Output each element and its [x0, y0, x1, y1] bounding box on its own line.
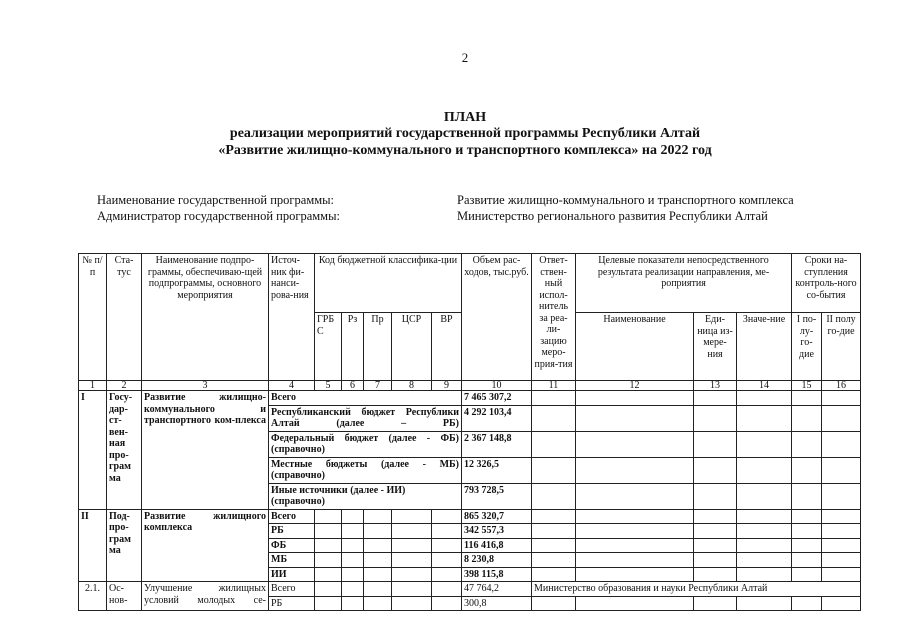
- col-number: 9: [432, 381, 462, 391]
- page-number: 2: [461, 50, 469, 65]
- plan-table: [78, 253, 861, 611]
- row-status: Под-про-грам ма: [107, 509, 142, 582]
- header-row: [79, 254, 861, 313]
- source-cell: РБ: [269, 524, 315, 539]
- header-csr: ЦСР: [392, 313, 432, 381]
- amount-cell: 4 292 103,4: [462, 405, 532, 431]
- col-number: 6: [342, 381, 364, 391]
- amount-cell: 116 416,8: [462, 538, 532, 553]
- program-label: Наименование государственной программы:: [97, 193, 335, 207]
- header-rz: Рз: [342, 313, 364, 381]
- col-number: 8: [392, 381, 432, 391]
- header-unit: Еди-ница из-мере-ния: [694, 313, 737, 381]
- document-title: ПЛАН: [443, 110, 487, 125]
- amount-cell: 865 320,7: [462, 509, 532, 524]
- header-source: Источ-ник фи-нанси-рова-ния: [269, 254, 315, 381]
- row-num: 2.1.: [79, 582, 107, 611]
- amount-cell: 793 728,5: [462, 483, 532, 509]
- header-volume: Объем рас-ходов, тыс.руб.: [462, 254, 532, 381]
- source-cell: Всего: [269, 391, 462, 406]
- col-number: 13: [694, 381, 737, 391]
- header-deadlines: Сроки на-ступления контроль-ного со-бытия: [792, 254, 861, 313]
- source-cell: МБ: [269, 553, 315, 568]
- source-cell: РБ: [269, 596, 315, 611]
- row-num: I: [79, 391, 107, 510]
- header-pr: Пр: [364, 313, 392, 381]
- amount-cell: 2 367 148,8: [462, 431, 532, 457]
- program-value: Развитие жилищно-коммунального и транспортного комплекса: [457, 193, 794, 207]
- amount-cell: 12 326,5: [462, 457, 532, 483]
- header-responsible: Ответ-ствен-ный испол-нитель за реа-ли-зацию меро-прия-тия: [532, 254, 576, 381]
- source-cell: Республиканский бюджет Республики Алтай (далее – РБ): [269, 405, 462, 431]
- header-grbs: ГРБ С: [315, 313, 342, 381]
- header-num: № п/п: [79, 254, 107, 381]
- source-cell: Федеральный бюджет (далее - ФБ) (справочно): [269, 431, 462, 457]
- col-number: 14: [737, 381, 792, 391]
- amount-cell: 342 557,3: [462, 524, 532, 539]
- row-num: II: [79, 509, 107, 582]
- amount-cell: 7 465 307,2: [462, 391, 532, 406]
- col-number: 3: [142, 381, 269, 391]
- col-number: 11: [532, 381, 576, 391]
- source-cell: ИИ: [269, 567, 315, 582]
- amount-cell: 47 764,2: [462, 582, 532, 597]
- col-number: 7: [364, 381, 392, 391]
- row-status: Госу-дар-ст-вен-ная про-грам ма: [107, 391, 142, 510]
- col-number: 4: [269, 381, 315, 391]
- source-cell: ФБ: [269, 538, 315, 553]
- document-subtitle: реализации мероприятий государственной программы Республики Алтай: [229, 126, 701, 141]
- source-cell: Иные источники (далее - ИИ) (справочно): [269, 483, 462, 509]
- header-half1: I по-лу-го-дие: [792, 313, 822, 381]
- col-number: 1: [79, 381, 107, 391]
- row-name: Развитие жилищно-коммунального и транспортного ком-плекса: [142, 391, 269, 510]
- source-cell: Всего: [269, 509, 315, 524]
- admin-label: Администратор государственной программы:: [97, 209, 340, 223]
- header-targets: Целевые показатели непосредственного результата реализации направления, ме-роприятия: [576, 254, 792, 313]
- col-number: 2: [107, 381, 142, 391]
- source-cell: Местные бюджеты (далее - МБ) (справочно): [269, 457, 462, 483]
- header-target-name: Наименование: [576, 313, 694, 381]
- amount-cell: 8 230,8: [462, 553, 532, 568]
- amount-cell: 300,8: [462, 596, 532, 611]
- amount-cell: 398 115,8: [462, 567, 532, 582]
- col-number: 12: [576, 381, 694, 391]
- table-row: [79, 582, 861, 597]
- table-row: [79, 509, 861, 524]
- header-status: Ста-тус: [107, 254, 142, 381]
- row-name: Развитие жилищного комплекса: [142, 509, 269, 582]
- admin-value: Министерство регионального развития Республики Алтай: [457, 209, 768, 223]
- column-number-row: [79, 381, 861, 391]
- program-title: «Развитие жилищно-коммунального и транспортного комплекса» на 2022 год: [218, 143, 712, 158]
- header-value: Значе-ние: [737, 313, 792, 381]
- table-row: [79, 391, 861, 406]
- col-number: 10: [462, 381, 532, 391]
- col-number: 16: [822, 381, 861, 391]
- row-name: Улучшение жилищных условий молодых се-: [142, 582, 269, 611]
- row-status: Ос-нов-: [107, 582, 142, 611]
- responsible-cell: Министерство образования и науки Республики Алтай: [532, 582, 861, 597]
- header-name: Наименование подпро-граммы, обеспечиваю-щей подпрограммы, основного мероприятия: [142, 254, 269, 381]
- source-cell: Всего: [269, 582, 315, 597]
- col-number: 15: [792, 381, 822, 391]
- col-number: 5: [315, 381, 342, 391]
- header-kbk: Код бюджетной классифика-ции: [315, 254, 462, 313]
- header-vr: ВР: [432, 313, 462, 381]
- header-half2: II полу го-дие: [822, 313, 861, 381]
